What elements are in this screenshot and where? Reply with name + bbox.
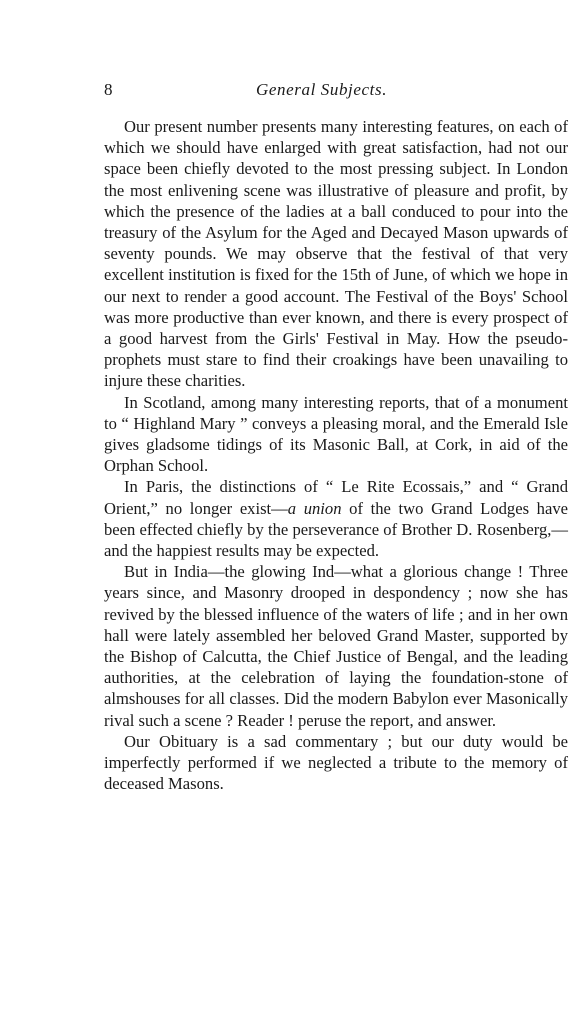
paragraph-paris-before: In Paris, the distinctions of “ Le Rite Ecossais,” and “ Grand Orient,” no longer exist— bbox=[104, 477, 568, 518]
paragraph-scotland: In Scotland, among many interesting reports, that of a monument to “ Highland Mary ” conveys a pleasing moral, and the Emerald Isle gives gladsome tidings of its Masonic Ball, at Cork, in aid of the Orphan School. bbox=[104, 392, 568, 476]
page-number: 8 bbox=[104, 80, 113, 99]
page-header bbox=[104, 80, 572, 104]
running-title: General Subjects. bbox=[256, 80, 388, 99]
paragraph-paris-emphasis: a union bbox=[287, 498, 342, 518]
paragraph-london: Our present number presents many interesting features, on each of which we should have enlarged with great satisfaction, had not our space been chiefly devoted to the most pressing subject. In London the most enlivening scene was illustrative of pleasure and profit, by which the presence of the ladies at a ball conduced to pour into the treasury of the Asylum for the Aged and Decayed Mason upwards of seventy pounds. We may observe that the festival of that very excellent institution is fixed for the 15th of June, of which we hope in our next to render a good account. The Festival of the Boys' School was more productive than ever known, and there is every prospect of a good harvest from the Girls' Festival in May. How the pseudo-prophets must stare to find their croakings have been unavailing to injure these charities. bbox=[104, 117, 568, 391]
paragraph-paris bbox=[104, 476, 568, 561]
paragraph-paris-after: of the two Grand Lodges have been effected chiefly by the perseverance of Brother D. Rosenberg,—and the happiest results may be expected. bbox=[104, 498, 568, 561]
paragraph-obituary: Our Obituary is a sad commentary ; but our duty would be imperfectly performed if we neglected a tribute to the memory of deceased Masons. bbox=[104, 731, 568, 794]
paragraph-india: But in India—the glowing Ind—what a glorious change ! Three years since, and Masonry drooped in despondency ; now she has revived by the blessed influence of the waters of life ; and in her own hall were lately assembled her beloved Grand Master, supported by the Bishop of Calcutta, the Chief Justice of Bengal, and the leading authorities, at the celebration of laying the foundation-stone of almshouses for all classes. Did the modern Babylon ever Masonically rival such a scene ? Reader ! peruse the report, and answer. bbox=[104, 562, 568, 730]
body-text bbox=[104, 116, 568, 795]
